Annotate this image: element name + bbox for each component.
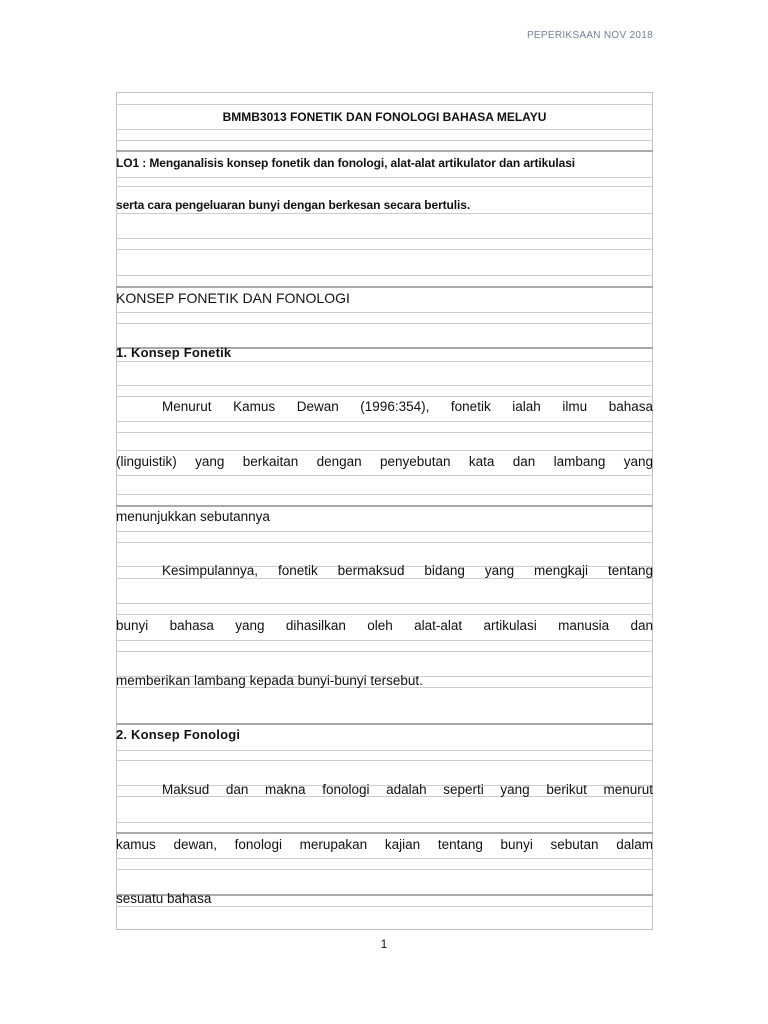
rule-line [116, 531, 653, 532]
rule-line [116, 323, 653, 324]
rule-line [116, 150, 653, 152]
rule-line [116, 129, 653, 130]
learning-outcome-line: LO1 : Menganalisis konsep fonetik dan fonologi, alat-alat artikulator dan artikulasi [116, 156, 576, 170]
rule-line [116, 450, 653, 451]
page-number: 1 [380, 937, 388, 951]
paragraph-line: bunyi bahasa yang dihasilkan oleh alat-alat artikulasi manusia dan [116, 618, 653, 633]
rule-line [116, 312, 653, 313]
rule-line [116, 177, 653, 178]
rule-line [116, 104, 653, 105]
section-heading: KONSEP FONETIK DAN FONOLOGI [116, 290, 350, 306]
rule-line [116, 275, 653, 276]
rule-line [116, 361, 653, 362]
paragraph-line: (linguistik) yang berkaitan dengan penyebutan kata dan lambang yang [116, 454, 653, 469]
rule-line [116, 505, 653, 507]
rule-line [116, 249, 653, 250]
learning-outcome-line: serta cara pengeluaran bunyi dengan berkesan secara bertulis. [116, 198, 471, 212]
paragraph-line: Kesimpulannya, fonetik bermaksud bidang yang mengkaji tentang [162, 563, 653, 578]
paragraph-line: sesuatu bahasa [116, 891, 212, 906]
rule-line [116, 832, 653, 834]
paragraph-line: Menurut Kamus Dewan (1996:354), fonetik ialah ilmu bahasa [162, 399, 653, 414]
rule-line [116, 238, 653, 239]
rule-line [116, 750, 653, 751]
rule-line [116, 140, 653, 141]
document-title: BMMB3013 FONETIK DAN FONOLOGI BAHASA MELAYU [222, 110, 547, 124]
rule-line [116, 760, 653, 761]
rule-line [116, 385, 653, 386]
rule-line [116, 432, 653, 433]
rule-line [116, 421, 653, 422]
rule-line [116, 869, 653, 870]
subheading-fonetik: 1. Konsep Fonetik [116, 345, 232, 360]
rule-line [116, 542, 653, 543]
paragraph-line: Maksud dan makna fonologi adalah seperti yang berikut menurut [162, 782, 653, 797]
rule-line [116, 494, 653, 495]
rule-line [116, 186, 653, 187]
rule-line [116, 603, 653, 604]
rule-line [116, 475, 653, 476]
paragraph-line: memberikan lambang kepada bunyi-bunyi tersebut. [116, 673, 423, 688]
rule-line [116, 858, 653, 859]
rule-line [116, 614, 653, 615]
rule-line [116, 286, 653, 288]
paragraph-line: menunjukkan sebutannya [116, 509, 270, 524]
paragraph-line: kamus dewan, fonologi merupakan kajian tentang bunyi sebutan dalam [116, 837, 653, 852]
rule-line [116, 723, 653, 725]
rule-line [116, 396, 653, 397]
subheading-fonologi: 2. Konsep Fonologi [116, 727, 241, 742]
rule-line [116, 640, 653, 641]
rule-line [116, 213, 653, 214]
exam-header: PEPERIKSAAN NOV 2018 [526, 30, 653, 41]
rule-line [116, 822, 653, 823]
rule-line [116, 651, 653, 652]
